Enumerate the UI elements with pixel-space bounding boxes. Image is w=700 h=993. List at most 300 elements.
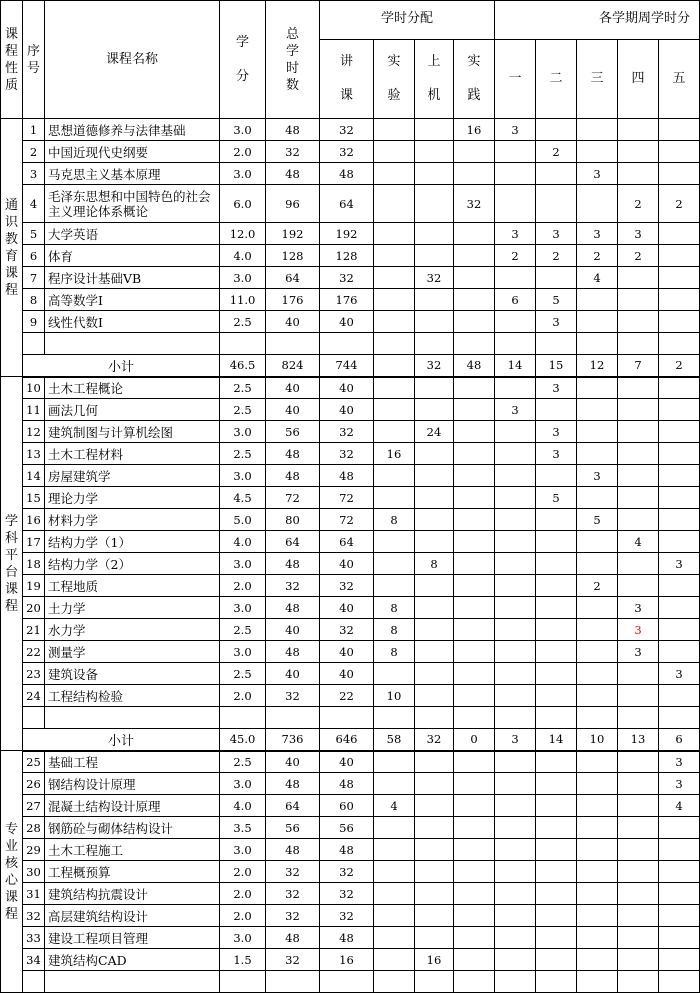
- exp-cell: [374, 311, 415, 333]
- s2-cell: [536, 185, 577, 223]
- s2-cell: 3: [536, 311, 577, 333]
- table-row: [1, 185, 700, 223]
- comp-cell: [415, 619, 454, 641]
- lecture-cell: 40: [320, 751, 374, 773]
- total-cell: 40: [266, 311, 320, 333]
- header-semester-5: 五: [659, 40, 700, 119]
- s1-cell: 6: [495, 289, 536, 311]
- exp-cell: [374, 905, 415, 927]
- s5-cell: 4: [659, 795, 700, 817]
- subtotal-label: 小计: [23, 729, 220, 751]
- s2-cell: 3: [536, 421, 577, 443]
- s2-cell: [536, 119, 577, 141]
- course-name-cell: 钢筋砼与砌体结构设计: [45, 817, 220, 839]
- credit-cell: 2.0: [220, 883, 266, 905]
- credit-cell: 2.0: [220, 141, 266, 163]
- course-name-cell: [45, 971, 220, 993]
- lecture-cell: 32: [320, 267, 374, 289]
- s1-cell: [495, 443, 536, 465]
- credit-cell: 4.5: [220, 487, 266, 509]
- credit-cell: 3.0: [220, 773, 266, 795]
- s3-cell: 2: [577, 245, 618, 267]
- exp-cell: [374, 773, 415, 795]
- prac-cell: 32: [454, 185, 495, 223]
- table-row: [1, 839, 700, 861]
- course-name-cell: 水力学: [45, 619, 220, 641]
- course-name-cell: 结构力学（2）: [45, 553, 220, 575]
- table-row: [1, 289, 700, 311]
- s4-cell: [618, 575, 659, 597]
- course-name-cell: 建设工程项目管理: [45, 927, 220, 949]
- lecture-cell: 16: [320, 949, 374, 971]
- total-cell: 72: [266, 487, 320, 509]
- s3-cell: [577, 971, 618, 993]
- table-row: [1, 927, 700, 949]
- credit-cell: 3.0: [220, 119, 266, 141]
- s4-cell: [618, 465, 659, 487]
- s5-cell: [659, 245, 700, 267]
- lecture-cell: 22: [320, 685, 374, 707]
- s3-cell: [577, 531, 618, 553]
- comp-cell: [415, 817, 454, 839]
- credit-cell: 4.0: [220, 795, 266, 817]
- subtotal-credit-cell: 45.0: [220, 729, 266, 751]
- course-name-cell: 中国近现代史纲要: [45, 141, 220, 163]
- s5-cell: [659, 289, 700, 311]
- lecture-cell: [320, 707, 374, 729]
- comp-cell: [415, 641, 454, 663]
- s3-cell: [577, 685, 618, 707]
- total-cell: 40: [266, 377, 320, 399]
- s2-cell: [536, 971, 577, 993]
- s4-cell: [618, 773, 659, 795]
- exp-cell: [374, 883, 415, 905]
- exp-cell: [374, 267, 415, 289]
- exp-cell: [374, 861, 415, 883]
- table-row: [1, 597, 700, 619]
- table-row: [1, 817, 700, 839]
- s3-cell: 3: [577, 465, 618, 487]
- s3-cell: 3: [577, 223, 618, 245]
- course-name-cell: 混凝土结构设计原理: [45, 795, 220, 817]
- prac-cell: [454, 163, 495, 185]
- lecture-cell: [320, 333, 374, 355]
- header-semester-4: 四: [618, 40, 659, 119]
- total-cell: 48: [266, 839, 320, 861]
- s5-cell: [659, 119, 700, 141]
- prac-cell: [454, 685, 495, 707]
- header-category: 课程性质: [1, 1, 23, 119]
- s5-cell: [659, 509, 700, 531]
- credit-cell: 4.0: [220, 531, 266, 553]
- comp-cell: [415, 311, 454, 333]
- lecture-cell: 40: [320, 377, 374, 399]
- course-name-cell: 材料力学: [45, 509, 220, 531]
- s4-cell: [618, 119, 659, 141]
- comp-cell: [415, 377, 454, 399]
- comp-cell: [415, 971, 454, 993]
- lecture-cell: 192: [320, 223, 374, 245]
- exp-cell: 8: [374, 509, 415, 531]
- comp-cell: [415, 861, 454, 883]
- prac-cell: [454, 509, 495, 531]
- s4-cell: 3: [618, 223, 659, 245]
- credit-cell: 1.5: [220, 949, 266, 971]
- s1-cell: [495, 465, 536, 487]
- prac-cell: [454, 927, 495, 949]
- lecture-cell: 32: [320, 883, 374, 905]
- s5-cell: [659, 465, 700, 487]
- s4-cell: [618, 421, 659, 443]
- exp-cell: [374, 223, 415, 245]
- table-row: [1, 663, 700, 685]
- s3-cell: [577, 289, 618, 311]
- lecture-cell: [320, 971, 374, 993]
- seq-cell: 1: [23, 119, 45, 141]
- table-row: [1, 223, 700, 245]
- s1-cell: [495, 597, 536, 619]
- s2-cell: [536, 597, 577, 619]
- s4-cell: [618, 795, 659, 817]
- subtotal-s4-cell: 7: [618, 355, 659, 377]
- comp-cell: 32: [415, 267, 454, 289]
- s4-cell: [618, 163, 659, 185]
- prac-cell: 16: [454, 119, 495, 141]
- total-cell: 192: [266, 223, 320, 245]
- total-cell: 32: [266, 883, 320, 905]
- total-cell: 48: [266, 443, 320, 465]
- s2-cell: 3: [536, 223, 577, 245]
- prac-cell: [454, 289, 495, 311]
- exp-cell: [374, 949, 415, 971]
- s1-cell: [495, 575, 536, 597]
- comp-cell: [415, 289, 454, 311]
- table-row: [1, 905, 700, 927]
- credit-cell: 3.5: [220, 817, 266, 839]
- s5-cell: [659, 399, 700, 421]
- exp-cell: [374, 289, 415, 311]
- s5-cell: [659, 839, 700, 861]
- header-semester-3: 三: [577, 40, 618, 119]
- subtotal-credit-cell: 46.5: [220, 355, 266, 377]
- credit-cell: 3.0: [220, 839, 266, 861]
- table-row: [1, 861, 700, 883]
- prac-cell: [454, 861, 495, 883]
- lecture-cell: 64: [320, 185, 374, 223]
- seq-cell: 33: [23, 927, 45, 949]
- s1-cell: [495, 905, 536, 927]
- credit-cell: 2.5: [220, 663, 266, 685]
- s2-cell: [536, 751, 577, 773]
- course-name-cell: 工程地质: [45, 575, 220, 597]
- s4-cell: [618, 141, 659, 163]
- s4-cell: [618, 707, 659, 729]
- credit-cell: 12.0: [220, 223, 266, 245]
- s1-cell: [495, 141, 536, 163]
- total-cell: 48: [266, 597, 320, 619]
- header-semester-1: 一: [495, 40, 536, 119]
- s1-cell: [495, 267, 536, 289]
- course-name-cell: 土木工程施工: [45, 839, 220, 861]
- course-name-cell: 结构力学（1）: [45, 531, 220, 553]
- prac-cell: [454, 817, 495, 839]
- s2-cell: [536, 773, 577, 795]
- lecture-cell: 48: [320, 465, 374, 487]
- s4-cell: 2: [618, 185, 659, 223]
- seq-cell: 18: [23, 553, 45, 575]
- subtotal-lecture-cell: 646: [320, 729, 374, 751]
- s5-cell: 3: [659, 773, 700, 795]
- total-cell: [266, 333, 320, 355]
- total-cell: 32: [266, 141, 320, 163]
- s4-cell: [618, 861, 659, 883]
- header-lecture: 讲课: [320, 40, 374, 119]
- comp-cell: [415, 905, 454, 927]
- total-cell: 48: [266, 773, 320, 795]
- total-cell: 48: [266, 163, 320, 185]
- s3-cell: [577, 333, 618, 355]
- subtotal-exp-cell: [374, 355, 415, 377]
- s1-cell: [495, 377, 536, 399]
- prac-cell: [454, 377, 495, 399]
- s2-cell: [536, 619, 577, 641]
- s3-cell: [577, 773, 618, 795]
- s2-cell: [536, 509, 577, 531]
- seq-cell: 30: [23, 861, 45, 883]
- lecture-cell: 176: [320, 289, 374, 311]
- prac-cell: [454, 883, 495, 905]
- s2-cell: [536, 663, 577, 685]
- s4-cell: [618, 927, 659, 949]
- s2-cell: 2: [536, 245, 577, 267]
- seq-cell: 12: [23, 421, 45, 443]
- credit-cell: 2.5: [220, 751, 266, 773]
- s1-cell: [495, 707, 536, 729]
- exp-cell: [374, 465, 415, 487]
- table-row: [1, 465, 700, 487]
- s2-cell: [536, 905, 577, 927]
- s2-cell: 5: [536, 289, 577, 311]
- total-cell: 128: [266, 245, 320, 267]
- course-name-cell: 思想道德修养与法律基础: [45, 119, 220, 141]
- total-cell: 56: [266, 817, 320, 839]
- s2-cell: [536, 817, 577, 839]
- lecture-cell: 48: [320, 773, 374, 795]
- seq-cell: 6: [23, 245, 45, 267]
- lecture-cell: 32: [320, 421, 374, 443]
- table-row: [1, 619, 700, 641]
- comp-cell: [415, 487, 454, 509]
- lecture-cell: 72: [320, 487, 374, 509]
- s1-cell: [495, 185, 536, 223]
- table-row: [1, 641, 700, 663]
- s4-cell: [618, 817, 659, 839]
- subtotal-label: 小计: [23, 355, 220, 377]
- credit-cell: 2.0: [220, 905, 266, 927]
- credit-cell: 2.5: [220, 311, 266, 333]
- prac-cell: [454, 905, 495, 927]
- comp-cell: [415, 185, 454, 223]
- total-cell: 40: [266, 663, 320, 685]
- s5-cell: [659, 163, 700, 185]
- comp-cell: 24: [415, 421, 454, 443]
- s3-cell: 2: [577, 575, 618, 597]
- credit-cell: 3.0: [220, 553, 266, 575]
- s5-cell: [659, 487, 700, 509]
- subtotal-prac-cell: 48: [454, 355, 495, 377]
- header-semester-2: 二: [536, 40, 577, 119]
- seq-cell: 32: [23, 905, 45, 927]
- subtotal-prac-cell: 0: [454, 729, 495, 751]
- subtotal-s2-cell: 15: [536, 355, 577, 377]
- table-row: [1, 949, 700, 971]
- credit-cell: 2.0: [220, 861, 266, 883]
- lecture-cell: 40: [320, 399, 374, 421]
- s2-cell: [536, 839, 577, 861]
- prac-cell: [454, 531, 495, 553]
- s5-cell: [659, 575, 700, 597]
- header-computer: 上机: [415, 40, 454, 119]
- seq-cell: 24: [23, 685, 45, 707]
- comp-cell: [415, 163, 454, 185]
- s3-cell: [577, 119, 618, 141]
- exp-cell: 8: [374, 641, 415, 663]
- seq-cell: 19: [23, 575, 45, 597]
- seq-cell: 25: [23, 751, 45, 773]
- s1-cell: [495, 333, 536, 355]
- s4-cell: 2: [618, 245, 659, 267]
- s4-cell: 4: [618, 531, 659, 553]
- s5-cell: [659, 443, 700, 465]
- course-name-cell: 工程结构检验: [45, 685, 220, 707]
- s2-cell: 2: [536, 141, 577, 163]
- subtotal-total-cell: 736: [266, 729, 320, 751]
- seq-cell: 9: [23, 311, 45, 333]
- s1-cell: [495, 641, 536, 663]
- s1-cell: [495, 163, 536, 185]
- s3-cell: [577, 141, 618, 163]
- s3-cell: 3: [577, 163, 618, 185]
- exp-cell: [374, 141, 415, 163]
- comp-cell: [415, 927, 454, 949]
- header-practice: 实践: [454, 40, 495, 119]
- course-name-cell: 程序设计基础VB: [45, 267, 220, 289]
- s1-cell: [495, 773, 536, 795]
- lecture-cell: 48: [320, 163, 374, 185]
- credit-cell: [220, 333, 266, 355]
- exp-cell: [374, 487, 415, 509]
- lecture-cell: 60: [320, 795, 374, 817]
- table-row: [1, 685, 700, 707]
- subtotal-s1-cell: 14: [495, 355, 536, 377]
- exp-cell: [374, 839, 415, 861]
- s5-cell: [659, 619, 700, 641]
- s5-cell: [659, 223, 700, 245]
- course-name-cell: 理论力学: [45, 487, 220, 509]
- header-seq: 序号: [23, 1, 45, 119]
- prac-cell: [454, 311, 495, 333]
- subtotal-comp-cell: 32: [415, 355, 454, 377]
- prac-cell: [454, 575, 495, 597]
- s1-cell: [495, 311, 536, 333]
- exp-cell: [374, 185, 415, 223]
- exp-cell: [374, 707, 415, 729]
- prac-cell: [454, 663, 495, 685]
- comp-cell: [415, 751, 454, 773]
- total-cell: 64: [266, 267, 320, 289]
- exp-cell: [374, 971, 415, 993]
- course-name-cell: [45, 707, 220, 729]
- s4-cell: 3: [618, 619, 659, 641]
- s4-cell: [618, 487, 659, 509]
- s3-cell: [577, 883, 618, 905]
- total-cell: 64: [266, 795, 320, 817]
- s2-cell: [536, 163, 577, 185]
- s1-cell: 3: [495, 399, 536, 421]
- s4-cell: [618, 971, 659, 993]
- s4-cell: [618, 685, 659, 707]
- s1-cell: [495, 861, 536, 883]
- exp-cell: [374, 333, 415, 355]
- exp-cell: [374, 163, 415, 185]
- header-semester-weekly: 各学期周学时分: [495, 1, 700, 40]
- prac-cell: [454, 443, 495, 465]
- table-row: [1, 119, 700, 141]
- s2-cell: [536, 399, 577, 421]
- credit-cell: 6.0: [220, 185, 266, 223]
- s5-cell: [659, 141, 700, 163]
- total-cell: 32: [266, 685, 320, 707]
- s3-cell: [577, 377, 618, 399]
- exp-cell: [374, 377, 415, 399]
- course-name-cell: 测量学: [45, 641, 220, 663]
- credit-cell: 3.0: [220, 465, 266, 487]
- table-row: [1, 267, 700, 289]
- seq-cell: 22: [23, 641, 45, 663]
- subtotal-row: [1, 729, 700, 751]
- prac-cell: [454, 773, 495, 795]
- lecture-cell: 40: [320, 641, 374, 663]
- table-row: [1, 399, 700, 421]
- total-cell: 32: [266, 905, 320, 927]
- comp-cell: [415, 531, 454, 553]
- s5-cell: [659, 531, 700, 553]
- header-hour-allocation: 学时分配: [320, 1, 495, 40]
- course-name-cell: 建筑结构CAD: [45, 949, 220, 971]
- s1-cell: [495, 685, 536, 707]
- s1-cell: [495, 553, 536, 575]
- seq-cell: 14: [23, 465, 45, 487]
- seq-cell: 17: [23, 531, 45, 553]
- exp-cell: [374, 575, 415, 597]
- course-name-cell: 基础工程: [45, 751, 220, 773]
- s5-cell: [659, 971, 700, 993]
- comp-cell: [415, 119, 454, 141]
- seq-cell: [23, 707, 45, 729]
- course-name-cell: 大学英语: [45, 223, 220, 245]
- s3-cell: [577, 185, 618, 223]
- s2-cell: [536, 707, 577, 729]
- category-cell: 学科平台课程: [1, 377, 23, 751]
- credit-cell: 3.0: [220, 421, 266, 443]
- s2-cell: [536, 553, 577, 575]
- course-name-cell: 土木工程概论: [45, 377, 220, 399]
- prac-cell: [454, 399, 495, 421]
- lecture-cell: 32: [320, 443, 374, 465]
- course-name-cell: 土力学: [45, 597, 220, 619]
- s5-cell: [659, 267, 700, 289]
- s2-cell: 3: [536, 443, 577, 465]
